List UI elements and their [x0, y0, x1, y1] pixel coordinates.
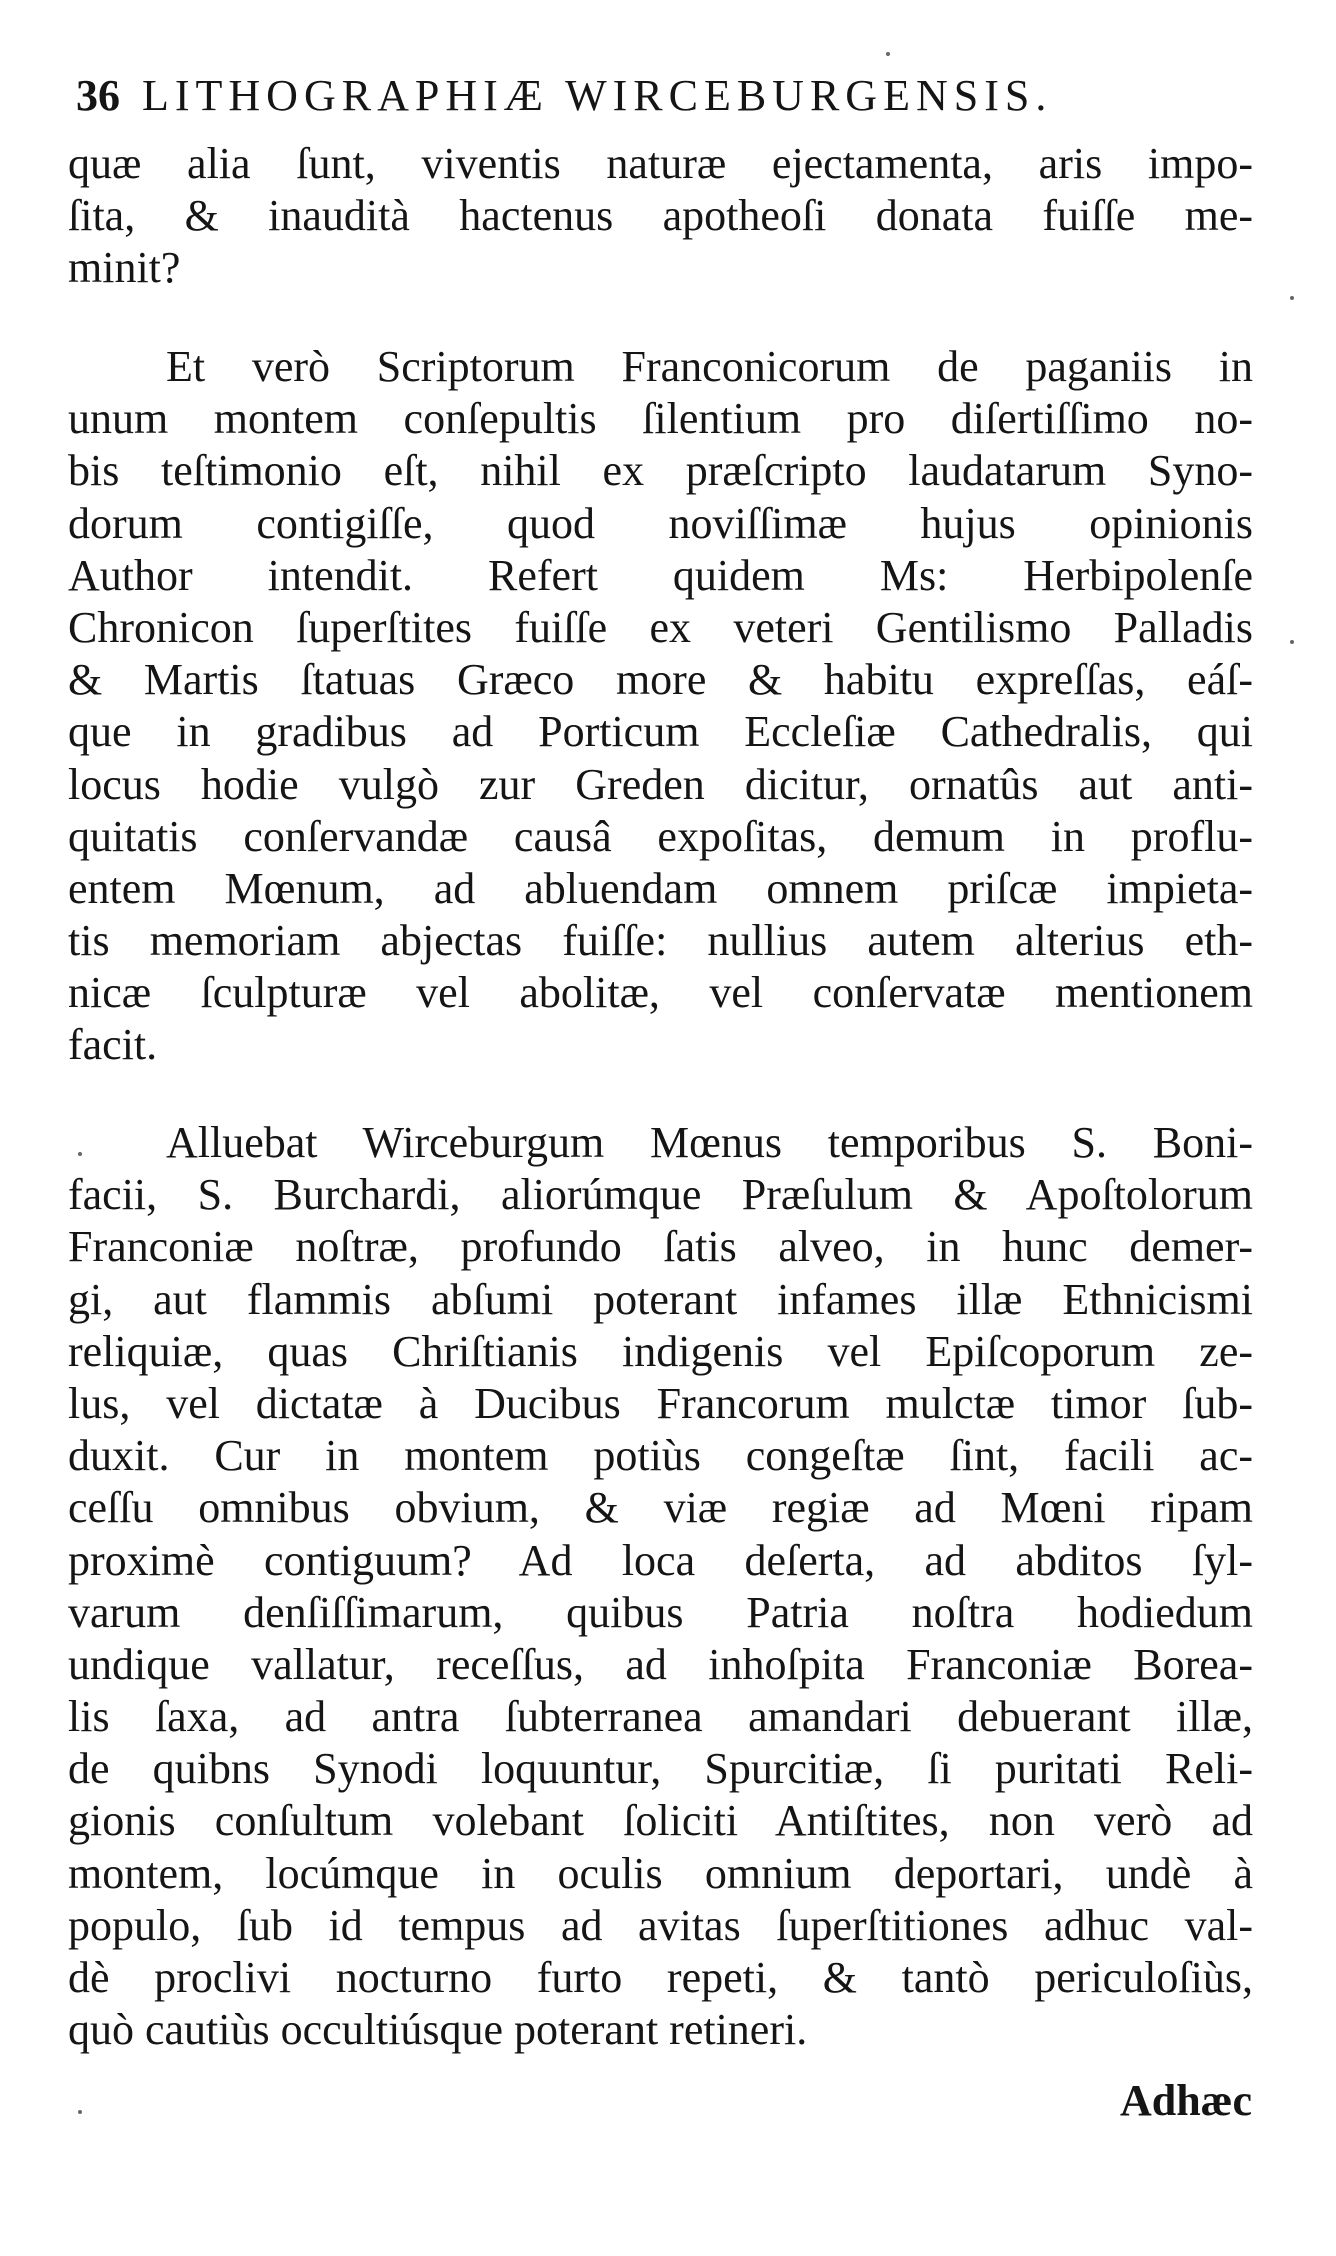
- text-line: ſita, & inaudità hactenus apotheoſi donata fuiſſe me-: [68, 191, 1253, 241]
- print-speck: [78, 1152, 82, 1156]
- text-line: Et verò Scriptorum Franconicorum de paganiis in: [166, 342, 1253, 391]
- text-line: unum montem conſepultis ſilentium pro diſertiſſimo no-: [68, 394, 1253, 444]
- paragraph-3: [68, 1117, 1253, 2056]
- text-line: bis teſtimonio eſt, nihil ex præſcripto laudatarum Syno-: [68, 446, 1253, 496]
- text-line: quò cautiùs occultiúsque poterant retineri.: [68, 2005, 808, 2055]
- text-line: dorum contigiſſe, quod noviſſimæ hujus opinionis: [68, 498, 1253, 548]
- text-line: lus, vel dictatæ à Ducibus Francorum mulctæ timor ſub-: [68, 1378, 1253, 1428]
- text-line: minit?: [68, 243, 181, 293]
- text-line: facit.: [68, 1020, 158, 1070]
- text-line: gi, aut flammis abſumi poterant infames illæ Ethnicismi: [68, 1274, 1253, 1324]
- print-speck: [1290, 640, 1294, 644]
- text-line: facii, S. Burchardi, aliorúmque Præſulum & Apoſtolorum: [68, 1170, 1253, 1220]
- text-line: gionis conſultum volebant ſoliciti Antiſtites, non verò ad: [68, 1796, 1253, 1846]
- text-line: quæ alia ſunt, viventis naturæ ejectamenta, aris impo-: [68, 139, 1253, 188]
- text-line: montem, locúmque in oculis omnium deportari, undè à: [68, 1848, 1253, 1898]
- text-line: tis memoriam abjectas fuiſſe: nullius autem alterius eth-: [68, 916, 1253, 966]
- text-line: populo, ſub id tempus ad avitas ſuperſtitiones adhuc val-: [68, 1900, 1253, 1950]
- text-line: que in gradibus ad Porticum Eccleſiæ Cathedralis, qui: [68, 707, 1253, 757]
- running-header: [76, 66, 1176, 126]
- text-line: reliquiæ, quas Chriſtianis indigenis vel Epiſcoporum ze-: [68, 1326, 1253, 1376]
- text-line: ceſſu omnibus obvium, & viæ regiæ ad Mœni ripam: [68, 1483, 1253, 1533]
- text-line: nicæ ſculpturæ vel abolitæ, vel conſervatæ mentionem: [68, 968, 1253, 1018]
- text-line: Author intendit. Refert quidem Ms: Herbipolenſe: [68, 550, 1253, 600]
- catchword: Adhæc: [1119, 2076, 1252, 2125]
- print-speck: [886, 52, 890, 56]
- text-line: undique vallatur, receſſus, ad inhoſpita Franconiæ Borea-: [68, 1639, 1253, 1689]
- running-title: LITHOGRAPHIÆ WIRCEBURGENSIS.: [142, 71, 1053, 120]
- paragraph-1: [68, 138, 1253, 295]
- text-line: proximè contiguum? Ad loca deſerta, ad abditos ſyl-: [68, 1535, 1253, 1585]
- text-line: varum denſiſſimarum, quibus Patria noſtra hodiedum: [68, 1587, 1253, 1637]
- text-line: dè proclivi nocturno furto repeti, & tantò periculoſiùs,: [68, 1953, 1253, 2002]
- text-line: Alluebat Wirceburgum Mœnus temporibus S. Boni-: [166, 1118, 1253, 1167]
- page-number: 36: [76, 71, 120, 120]
- text-line: lis ſaxa, ad antra ſubterranea amandari debuerant illæ,: [68, 1692, 1253, 1742]
- paragraph-2: [68, 341, 1253, 1072]
- text-line: Franconiæ noſtræ, profundo ſatis alveo, in hunc demer-: [68, 1222, 1253, 1272]
- text-line: Chronicon ſuperſtites fuiſſe ex veteri Gentilismo Palladis: [68, 602, 1253, 652]
- text-line: quitatis conſervandæ causâ expoſitas, demum in proflu-: [68, 811, 1253, 861]
- print-speck: [78, 2110, 82, 2114]
- text-line: locus hodie vulgò zur Greden dicitur, ornatûs aut anti-: [68, 759, 1253, 809]
- text-line: & Martis ſtatuas Græco more & habitu expreſſas, eáſ-: [68, 655, 1253, 705]
- print-speck: [1290, 296, 1294, 300]
- text-line: de quibns Synodi loquuntur, Spurcitiæ, ſi puritati Reli-: [68, 1744, 1253, 1794]
- text-line: entem Mœnum, ad abluendam omnem priſcæ impieta-: [68, 863, 1253, 913]
- text-line: duxit. Cur in montem potiùs congeſtæ ſint, facili ac-: [68, 1431, 1253, 1481]
